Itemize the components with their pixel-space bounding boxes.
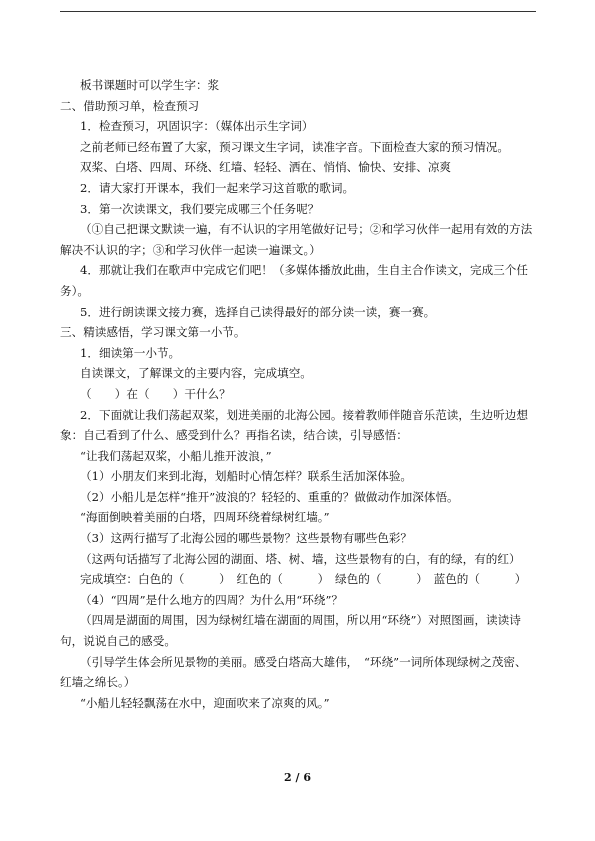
text-line: （这两句话描写了北海公园的湖面、塔、树、墙，这些景物有的白，有的绿，有的红）	[80, 551, 521, 566]
fill-blank-line: （ ）在（ ）干什么？	[80, 386, 231, 401]
page-number: 2 / 6	[284, 771, 311, 784]
text-line: 自读课文，了解课文的主要内容，完成填空。	[80, 366, 312, 381]
quote-line: “海面倒映着美丽的白塔，四周环绕着绿树红墙。”	[80, 510, 330, 525]
section-heading: 三、精读感悟，学习课文第一小节。	[60, 325, 246, 340]
text-line: 1．检查预习，巩固识字：（媒体出示生字词）	[80, 119, 314, 134]
text-line: （4）“四周”是什么地方的四周？为什么用“环绕”？	[80, 592, 343, 607]
quote-line: “让我们荡起双桨，小船儿推开波浪，”	[80, 448, 272, 463]
text-paragraph: （①自己把课文默读一遍，有不认识的字用笔做好记号；②和学习伙伴一起用有效的方法解决不认识的字；③和学习伙伴一起读一遍课文。）	[60, 222, 533, 257]
text-paragraph: （引导学生体会所见景物的美丽。感受白塔高大雄伟， “环绕”一词所体现绿树之茂密、红墙之绵长。）	[60, 654, 527, 690]
text-line: 5．进行朗读课文接力赛，选择自己读得最好的部分读一读，赛一赛。	[80, 304, 436, 319]
text-line: （1）小朋友们来到北海，划船时心情怎样？联系生活加深体验。	[80, 469, 413, 484]
text-line: 1．细读第一小节。	[80, 345, 181, 360]
text-line: （3）这两行描写了北海公园的哪些景物？这些景物有哪些色彩？	[80, 531, 413, 546]
text-line: 双桨、白塔、四周、环绕、红墙、轻轻、洒在、悄悄、愉快、安排、凉爽	[80, 160, 452, 175]
quote-line: “小船儿轻轻飘荡在水中，迎面吹来了凉爽的风。”	[80, 695, 330, 710]
text-line: 板书课题时可以学生字：浆	[80, 78, 220, 92]
text-paragraph: （四周是湖面的周围，因为绿树红墙在湖面的周围，所以用“环绕”）对照图画，读读诗句，说说自己的感受。	[60, 613, 521, 649]
top-rule	[60, 11, 536, 12]
text-line: 2．请大家打开课本，我们一起来学习这首歌的歌词。	[80, 180, 355, 195]
document-body	[60, 75, 536, 713]
text-line: 之前老师已经布置了大家，预习课文生字词，读准字音。下面检查大家的预习情况。	[80, 139, 509, 154]
fill-blank-line: 完成填空：白色的（ ） 红色的（ ） 绿色的（ ） 蓝色的（ ）	[80, 572, 527, 587]
section-heading: 二、借助预习单，检查预习	[60, 98, 200, 113]
text-paragraph: 4．那就让我们在歌声中完成它们吧！（多媒体播放此曲，生自主合作读文，完成三个任务）。	[60, 263, 528, 298]
text-line: （2）小船儿是怎样“推开”波浪的？轻轻的、重重的？做做动作加深体悟。	[80, 489, 459, 504]
text-paragraph: 2．下面就让我们荡起双桨，划进美丽的北海公园。接着教师伴随音乐范读，生边听边想象：自己看到了什么、感受到什么？再指名读，结合读，引导感悟：	[60, 407, 528, 443]
text-line: 3．第一次读课文，我们要完成哪三个任务呢？	[80, 201, 320, 216]
